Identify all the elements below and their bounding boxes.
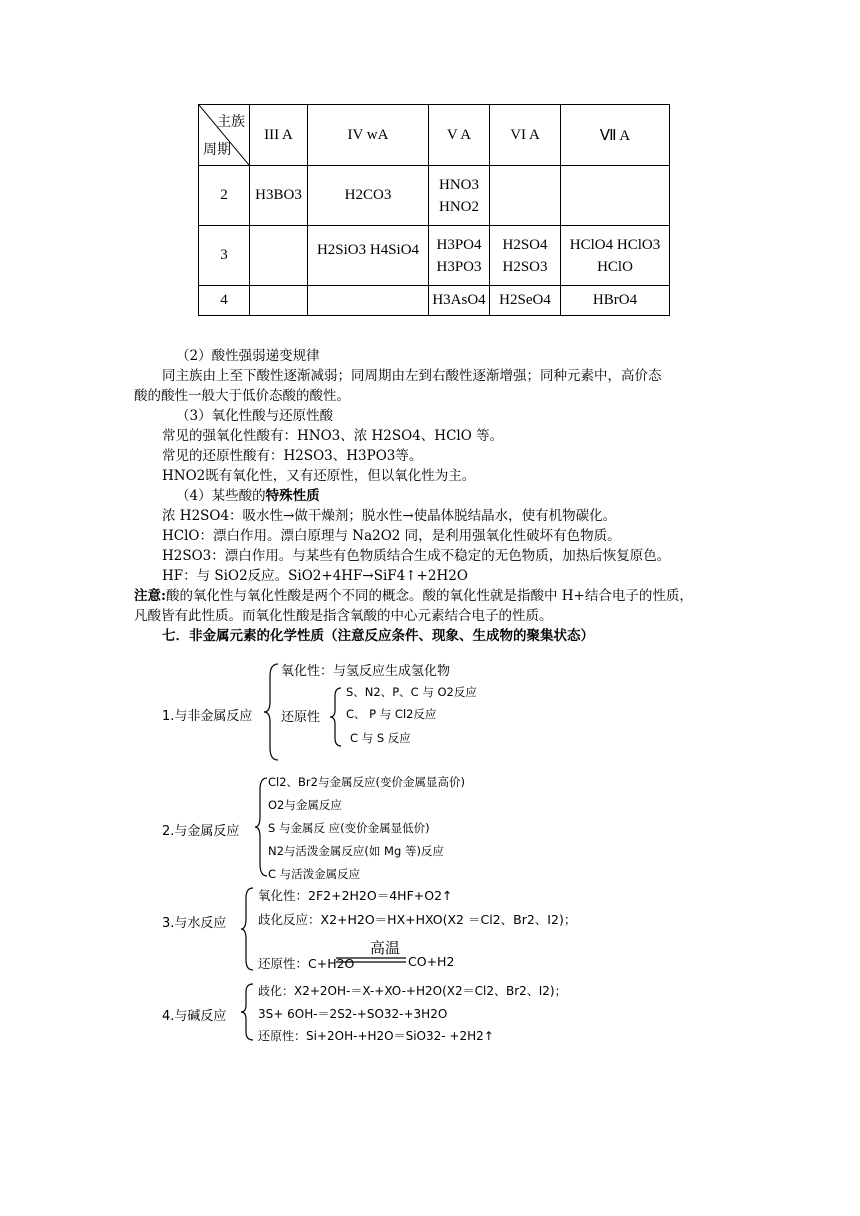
r2-reaction: Cl2、Br2与金属反应(变价金属显高价) — [268, 775, 465, 789]
r4-reaction: 还原性：Si+2OH-+H2O＝SiO32- +2H2↑ — [258, 1029, 494, 1043]
paragraph-line: 常见的还原性酸有：H2SO3、H3PO3等。 — [162, 448, 423, 464]
paragraph-line: HNO2既有氧化性，又有还原性，但以氧化性为主。 — [162, 468, 476, 484]
acid-cell — [308, 286, 429, 316]
note-line — [134, 586, 693, 606]
r3-reaction: 歧化反应：X2+H2O＝HX+HXO(X2 ＝Cl2、Br2、I2)； — [258, 912, 577, 927]
corner-group-label: 主族 — [217, 114, 245, 130]
header-3a: III A — [250, 105, 308, 166]
r1-reducing-label: 还原性 — [281, 710, 321, 725]
acid-cell — [490, 226, 561, 286]
r4-reaction: 3S+ 6OH-＝2S2-+SO32-+3H2O — [258, 1007, 448, 1021]
section-4-title-bold: 特殊性质 — [265, 488, 320, 504]
r2-reaction: C 与活泼金属反应 — [268, 867, 361, 881]
r2-reaction: S 与金属反 应(变价金属显低价) — [268, 821, 430, 835]
r3-reaction: 氧化性：2F2+2H2O＝4HF+O2↑ — [258, 888, 453, 903]
r3-reaction: CO+H2 — [408, 954, 455, 969]
period-cell: 2 — [199, 166, 250, 226]
acid-formula: HNO3 — [439, 176, 479, 193]
r3-label: 3.与水反应 — [162, 916, 227, 931]
r1-reaction: S、N2、P、C 与 O2反应 — [346, 685, 477, 699]
r3-condition: 高温 — [370, 939, 401, 957]
r2-reaction: O2与金属反应 — [268, 798, 342, 812]
r1-oxidizing: 氧化性：与氢反应生成氢化物 — [281, 664, 451, 679]
acid-cell: H2SiO3 H4SiO4 — [308, 226, 429, 286]
header-7a: Ⅶ A — [561, 105, 670, 166]
header-6a: VI A — [490, 105, 561, 166]
paragraph-line: HF：与 SiO2反应。SiO2+4HF→SiF4↑+2H2O — [162, 568, 468, 584]
acid-formula: H2SO3 — [502, 258, 548, 275]
acid-cell — [250, 226, 308, 286]
acid-cell — [250, 286, 308, 316]
brace-r4 — [240, 982, 256, 1042]
r3-reaction: 还原性：C+H2O — [258, 956, 355, 971]
section-4-title — [176, 486, 320, 506]
r2-reaction: N2与活泼金属反应(如 Mg 等)反应 — [268, 844, 444, 858]
paragraph-line: 浓 H2SO4：吸水性→做干燥剂；脱水性→使晶体脱结晶水，使有机物碳化。 — [162, 508, 617, 524]
r2-label: 2.与金属反应 — [162, 824, 240, 839]
r1-label: 1.与非金属反应 — [162, 709, 253, 724]
period-cell: 4 — [199, 286, 250, 316]
acid-table — [198, 104, 670, 316]
note-line: 凡酸皆有此性质。而氧化性酸是指含氧酸的中心元素结合电子的性质。 — [134, 608, 553, 624]
acid-formula: HClO — [597, 258, 633, 275]
acid-formula: HNO2 — [439, 198, 479, 215]
paragraph-line: 同主族由上至下酸性逐渐减弱；同周期由左到右酸性逐渐增强；同种元素中，高价态 — [162, 368, 662, 384]
acid-cell — [490, 166, 561, 226]
acid-formula: H2SO4 — [502, 236, 548, 253]
note-text: 酸的氧化性与氧化性酸是两个不同的概念。酸的氧化性就是指酸中 H+结合电子的性质， — [165, 588, 693, 604]
corner-period-label: 周期 — [203, 142, 231, 158]
section-3-title: （3）氧化性酸与还原性酸 — [176, 408, 334, 424]
table-row — [199, 166, 670, 226]
paragraph-line: H2SO3：漂白作用。与某些有色物质结合生成不稳定的无色物质，加热后恢复原色。 — [162, 548, 671, 564]
brace-r1-sub — [328, 686, 344, 748]
section-2-title: （2）酸性强弱递变规律 — [176, 348, 320, 364]
r4-label: 4.与碱反应 — [162, 1009, 227, 1024]
acid-formula: H3PO3 — [436, 258, 482, 275]
r4-reaction: 歧化：X2+2OH-＝X-+XO-+H2O(X2＝Cl2、Br2、I2)； — [258, 984, 567, 998]
acid-cell: H2CO3 — [308, 166, 429, 226]
section-4-title-prefix: （4）某些酸的 — [176, 488, 266, 504]
brace-r3 — [240, 886, 256, 972]
acid-cell — [429, 226, 490, 286]
paragraph-line: 酸的酸性一般大于低价态酸的酸性。 — [134, 388, 350, 404]
acid-cell: HBrO4 — [561, 286, 670, 316]
acid-cell: H3BO3 — [250, 166, 308, 226]
table-row — [199, 226, 670, 286]
acid-cell — [561, 166, 670, 226]
paragraph-line: HClO：漂白作用。漂白原理与 Na2O2 同，是利用强氧化性破坏有色物质。 — [162, 528, 621, 544]
acid-formula: H3PO4 — [436, 236, 482, 253]
r1-reaction: C 与 S 反应 — [350, 731, 411, 745]
r1-reaction: C、 P 与 Cl2反应 — [346, 707, 437, 721]
paragraph-line: 常见的强氧化性酸有：HNO3、浓 H2SO4、HClO 等。 — [162, 428, 504, 444]
acid-cell — [429, 166, 490, 226]
acid-cell: H2SeO4 — [490, 286, 561, 316]
brace-r1 — [262, 662, 282, 762]
header-4a: IV wA — [308, 105, 429, 166]
acid-cell — [561, 226, 670, 286]
period-cell: 3 — [199, 226, 250, 286]
table-row — [199, 286, 670, 316]
section-7-title: 七．非金属元素的化学性质（注意反应条件、现象、生成物的聚集状态） — [162, 628, 594, 644]
acid-formula: HClO4 HClO3 — [569, 236, 661, 253]
table-corner-header — [199, 105, 250, 166]
header-5a: V A — [429, 105, 490, 166]
note-label: 注意: — [134, 588, 166, 604]
acid-cell: H3AsO4 — [429, 286, 490, 316]
